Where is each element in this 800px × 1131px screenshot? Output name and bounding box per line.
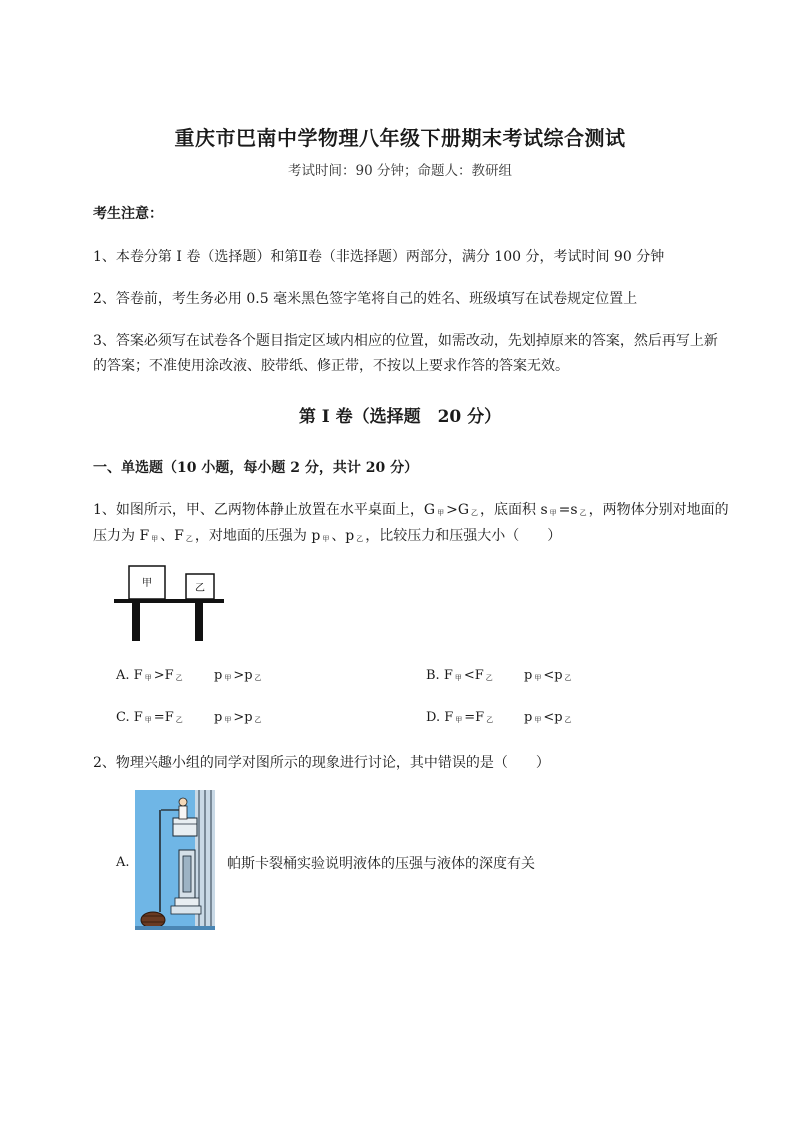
notes-heading: 考生注意：: [93, 206, 163, 222]
page-title: 重庆市巴南中学物理八年级下册期末考试综合测试: [174, 126, 626, 150]
note-item: 1、本卷分第 I 卷（选择题）和第Ⅱ卷（非选择题）两部分，满分 100 分，考试时间 90 分钟: [93, 249, 665, 265]
block-yi-label: 乙: [195, 583, 205, 594]
note-item: 3、答案必须写在试卷各个题目指定区域内相应的位置，如需改动，先划掉原来的答案，然后再写上新: [93, 333, 718, 349]
q1-stem-line2: 压力为 F $_甲$ 、F $_乙$ ，对地面的压强为 p $_甲$ 、p $_乙$ ，比较压力和压强大小（ ）: [93, 528, 562, 544]
part-heading: 一、单选题（10 小题，每小题 2 分，共计 20 分）: [93, 460, 419, 476]
table-leg: [132, 603, 140, 641]
q2-option-a-text: 帕斯卡裂桶实验说明液体的压强与液体的深度有关: [227, 856, 535, 872]
exam-info: 考试时间：90 分钟；命题人：教研组: [288, 163, 512, 179]
table-leg: [195, 603, 203, 641]
q1-option-b[interactable]: B. F $_甲$ <F $_乙$ p $_甲$ <p $_乙$: [426, 668, 572, 683]
note-item: 的答案；不准使用涂改液、胶带纸、修正带，不按以上要求作答的答案无效。: [93, 358, 569, 374]
q2-stem: 2、物理兴趣小组的同学对图所示的现象进行讨论，其中错误的是（ ）: [93, 755, 550, 771]
q1-stem-line1: 1、如图所示，甲、乙两物体静止放置在水平桌面上，G $_甲$ >G $_乙$ ，底面积 s $_甲$ =s $_乙$ ，两物体分别对地面的: [93, 502, 729, 518]
note-item: 2、答卷前，考生务必用 0.5 毫米黑色签字笔将自己的姓名、班级填写在试卷规定位置上: [93, 291, 638, 307]
q1-figure: [110, 562, 230, 644]
block-jia-label: 甲: [142, 578, 152, 589]
q1-option-c[interactable]: C. F $_甲$ =F $_乙$ p $_甲$ >p $_乙$: [116, 710, 262, 725]
q1-option-d[interactable]: D. F $_甲$ =F $_乙$ p $_甲$ <p $_乙$: [426, 710, 572, 725]
pascal-barrel-image: [135, 790, 215, 930]
section-title: 第 I 卷（选择题 20 分）: [298, 407, 502, 427]
q1-option-a[interactable]: A. F $_甲$ >F $_乙$ p $_甲$ >p $_乙$: [116, 668, 262, 683]
table-top: [114, 599, 224, 603]
q2-option-a-label[interactable]: A.: [116, 855, 130, 870]
